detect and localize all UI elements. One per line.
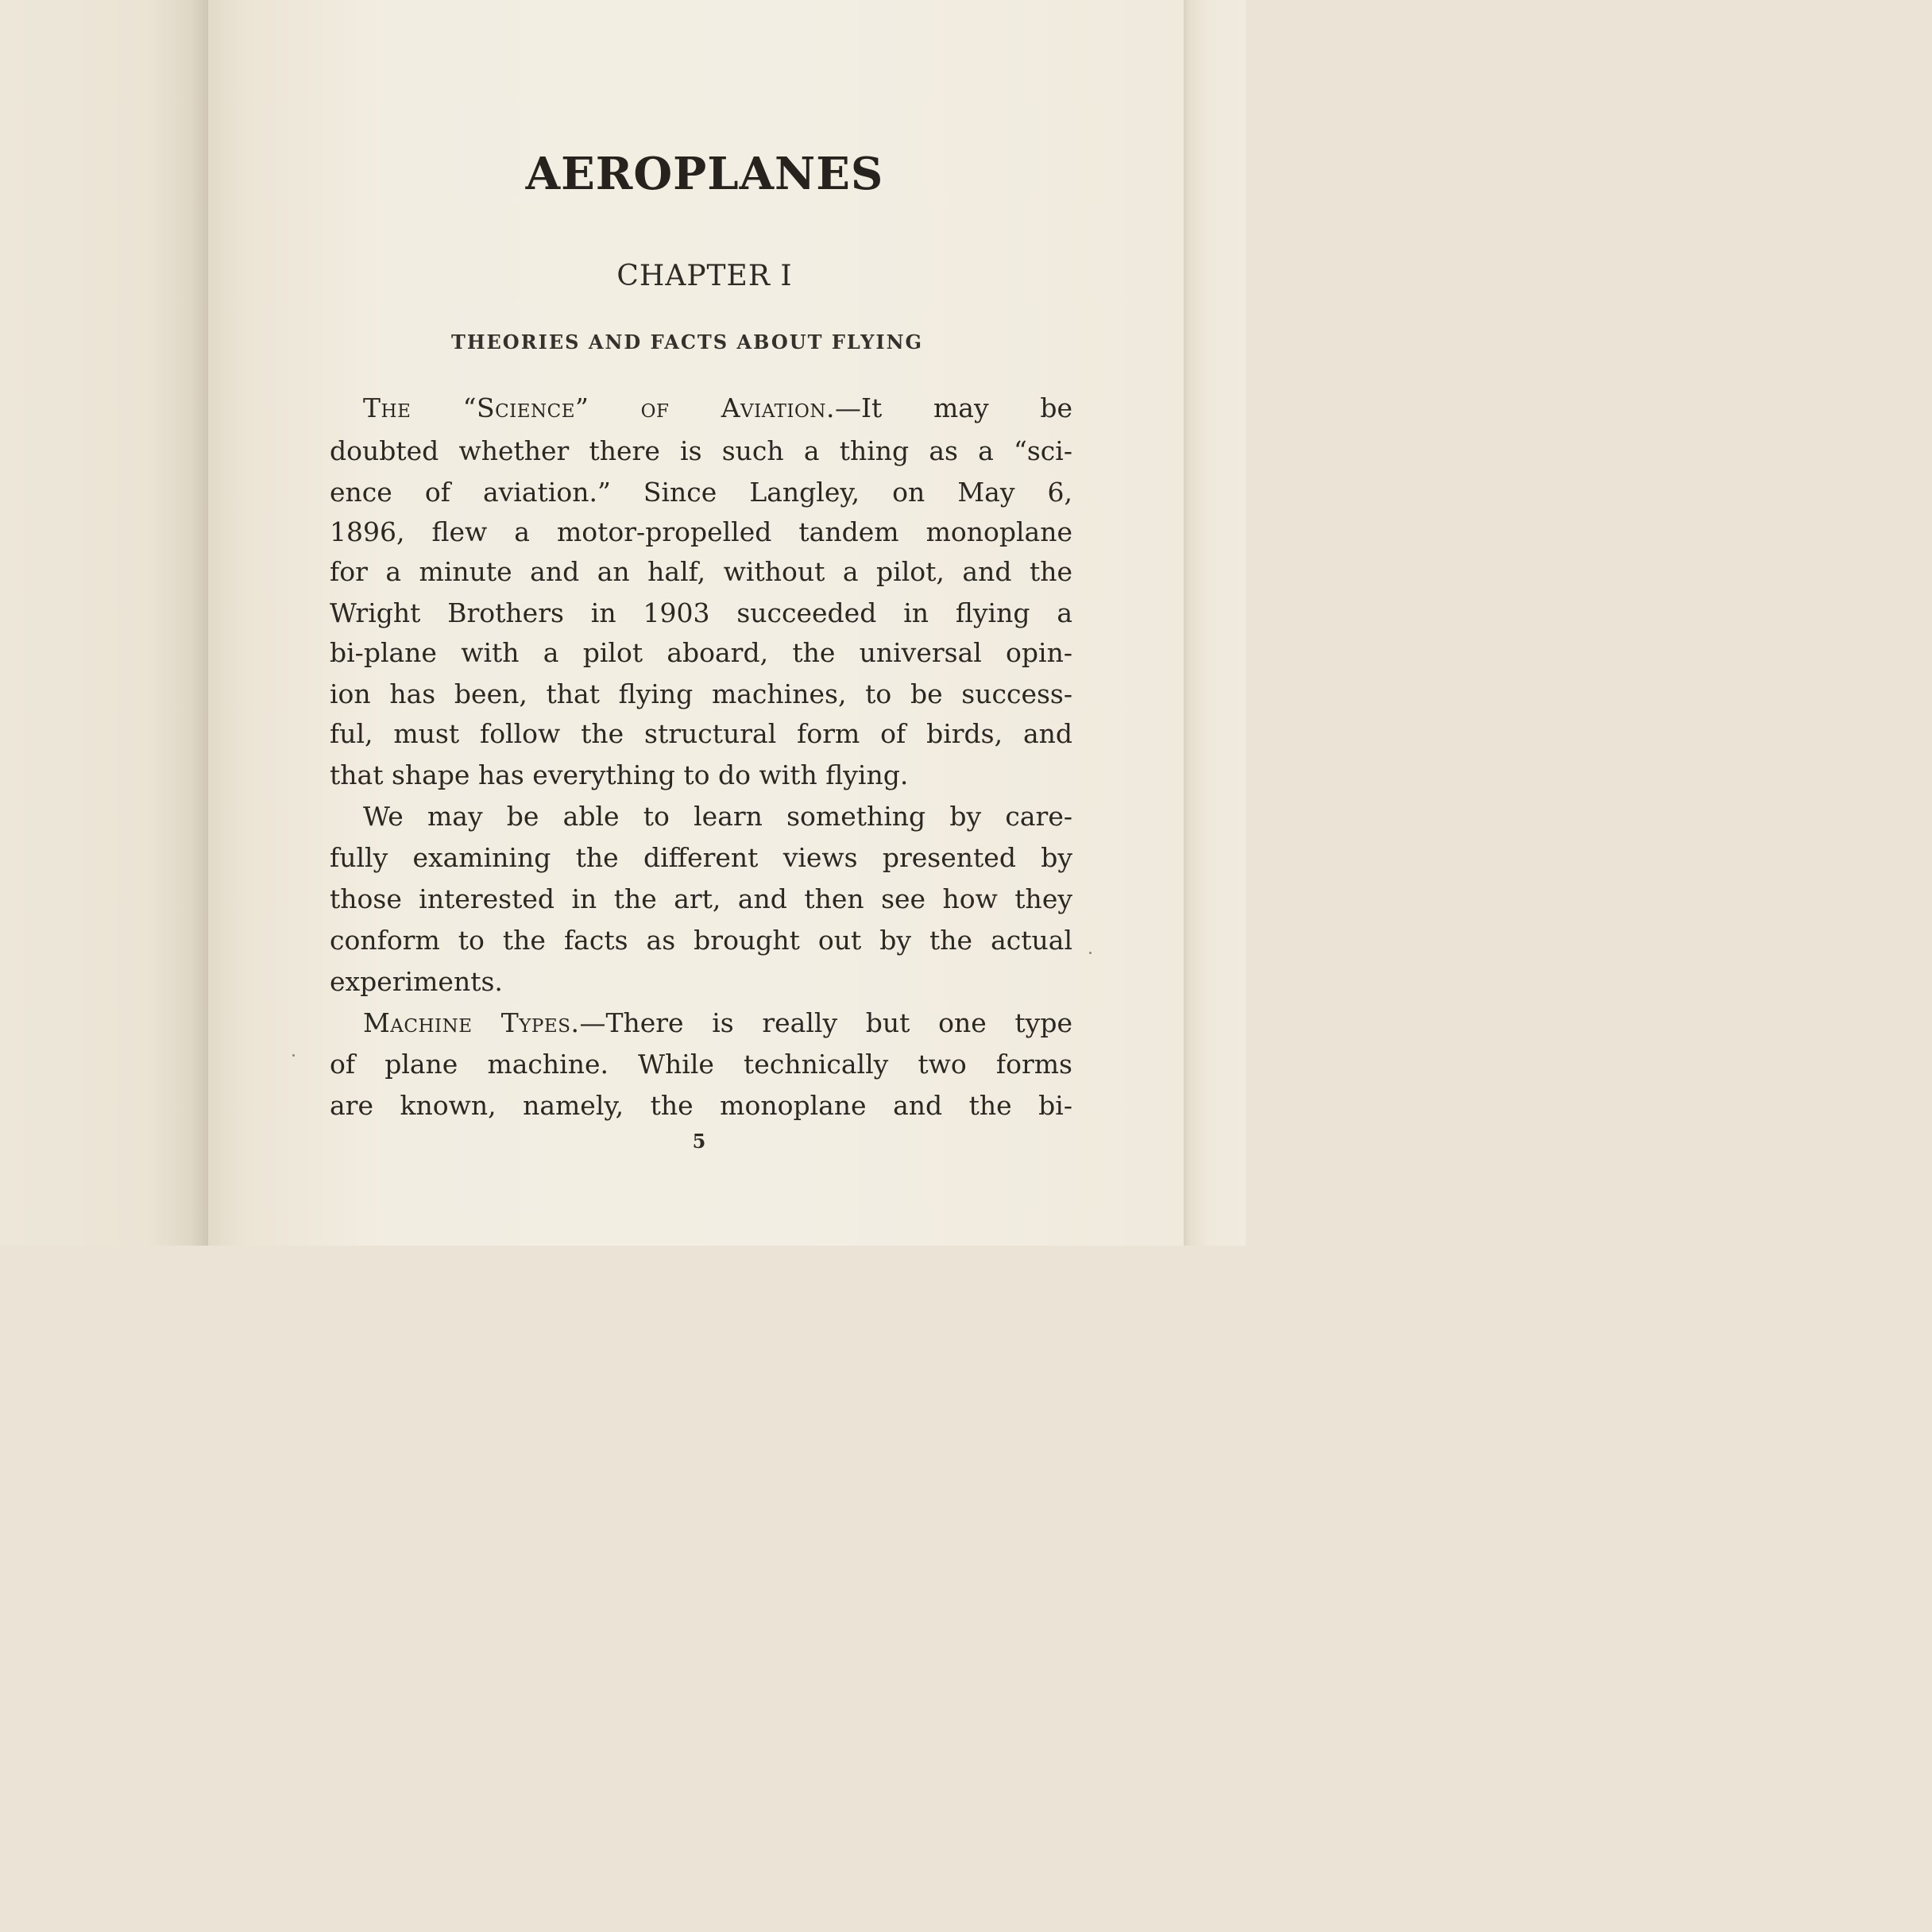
body-line: ful, must follow the structural form of birds, and: [330, 718, 1072, 749]
page-number: 5: [692, 1130, 706, 1153]
chapter-title: THEORIES AND FACTS ABOUT FLYING: [450, 330, 924, 354]
body-line: that shape has everything to do with flying.: [330, 759, 909, 790]
body-line: Machine Types.—There is really but one type: [363, 1007, 1072, 1038]
paper-speck: [1089, 952, 1092, 954]
body-line: bi-plane with a pilot aboard, the universal opin-: [330, 637, 1072, 668]
body-line: ence of aviation.” Since Langley, on May 6,: [330, 477, 1072, 508]
page-edge: [1184, 0, 1246, 1246]
body-line: are known, namely, the monoplane and the bi-: [330, 1090, 1072, 1121]
body-line: for a minute and an half, without a pilot, and the: [330, 556, 1072, 587]
paper-speck: [292, 1054, 295, 1057]
body-line: fully examining the different views presented by: [330, 842, 1072, 873]
body-line: of plane machine. While technically two forms: [330, 1049, 1072, 1080]
book-title: AEROPLANES: [525, 148, 884, 200]
body-line: The “Science” of Aviation.—It may be: [363, 392, 1072, 423]
body-line: We may be able to learn something by care-: [363, 801, 1072, 832]
body-line: experiments.: [330, 966, 503, 997]
chapter-number: CHAPTER I: [616, 260, 793, 292]
book-spread: [0, 0, 1246, 1246]
section-lead: Machine Types.: [363, 1007, 580, 1038]
body-line: conform to the facts as brought out by the actual: [330, 925, 1072, 956]
body-line: 1896, flew a motor-propelled tandem monoplane: [330, 516, 1072, 547]
section-lead: The “Science” of Aviation.: [363, 392, 835, 423]
previous-page: [0, 0, 208, 1246]
body-line: those interested in the art, and then see how they: [330, 883, 1072, 914]
body-line: ion has been, that flying machines, to be success-: [330, 678, 1072, 709]
body-line: doubted whether there is such a thing as a “sci-: [330, 435, 1072, 466]
body-line: Wright Brothers in 1903 succeeded in flying a: [330, 597, 1072, 628]
